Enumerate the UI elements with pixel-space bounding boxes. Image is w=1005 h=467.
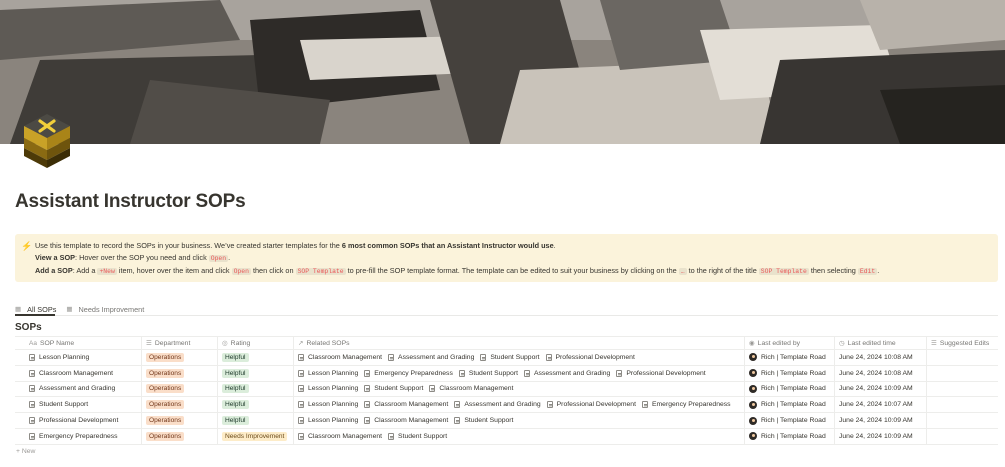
cell-edited-by — [745, 350, 835, 365]
callout-text: Use this template to record the SOPs in your business. We’ve created starter templates for the — [35, 241, 342, 250]
cell-edited-time — [835, 366, 927, 381]
cell-related-sops[interactable] — [294, 382, 745, 397]
page-icon — [388, 354, 394, 361]
sop-name: Assessment and Grading — [39, 385, 116, 393]
related-sop-link[interactable] — [454, 401, 540, 408]
active-tab-indicator — [15, 314, 55, 316]
avatar — [749, 385, 757, 393]
page-icon — [298, 370, 304, 377]
cell-related-sops[interactable] — [294, 350, 745, 365]
related-sop-link[interactable] — [642, 401, 731, 408]
related-sop-link[interactable] — [364, 401, 448, 408]
cell-rating[interactable] — [218, 429, 294, 444]
related-sop-link[interactable] — [298, 385, 358, 392]
cell-edited-time — [835, 429, 927, 444]
table-row[interactable] — [15, 413, 998, 429]
rating-tag: Helpful — [222, 384, 249, 393]
editor-name: Rich | Template Road — [761, 432, 826, 440]
cell-department[interactable] — [142, 382, 218, 397]
department-tag: Operations — [146, 400, 184, 409]
related-sop-link[interactable] — [547, 401, 636, 408]
callout-text: to pre-fill the SOP template format. The template can be edited to suit your business by clicking on the — [345, 266, 679, 275]
cell-department[interactable] — [142, 429, 218, 444]
page-icon — [29, 417, 35, 424]
related-sop-label: Classroom Management — [308, 353, 383, 361]
column-header-label: SOP Name — [39, 339, 75, 347]
page-icon — [429, 385, 435, 392]
cell-edited-by — [745, 382, 835, 397]
rating-tag: Needs Improvement — [222, 432, 287, 441]
cell-edited-by — [745, 366, 835, 381]
editor-name: Rich | Template Road — [761, 353, 826, 361]
related-sop-link[interactable] — [364, 417, 448, 424]
cell-rating[interactable] — [218, 350, 294, 365]
page-icon — [298, 385, 304, 392]
cell-related-sops[interactable] — [294, 366, 745, 381]
edited-time-value: June 24, 2024 10:09 AM — [839, 417, 913, 425]
avatar — [749, 417, 757, 425]
inline-code: Open — [210, 255, 227, 262]
related-sop-label: Assessment and Grading — [533, 369, 611, 377]
cell-edited-by — [745, 397, 835, 412]
page-icon — [29, 370, 35, 377]
related-sop-label: Assessment and Grading — [398, 353, 475, 361]
callout-bold-text: 6 most common SOPs that an Assistant Instructor would use — [341, 241, 554, 250]
related-sop-link[interactable] — [524, 370, 610, 377]
related-sop-link[interactable] — [480, 354, 539, 361]
edited-time-value: June 24, 2024 10:07 AM — [839, 401, 913, 409]
related-sop-link[interactable] — [364, 370, 453, 377]
callout-text: then selecting — [808, 266, 858, 275]
callout-text: then click on — [250, 266, 296, 275]
column-header-label: Suggested Edits — [939, 339, 990, 347]
cell-rating[interactable] — [218, 366, 294, 381]
related-sop-label: Classroom Management — [439, 385, 514, 393]
related-sop-link[interactable] — [616, 370, 705, 377]
tab-needs-improvement[interactable] — [66, 302, 144, 316]
edited-time-value: June 24, 2024 10:08 AM — [839, 353, 913, 361]
cell-rating[interactable] — [218, 413, 294, 428]
tab-label: All SOPs — [27, 304, 57, 314]
cell-edited-by — [745, 429, 835, 444]
cover-image — [0, 0, 1005, 144]
list-property-icon: ☰ — [146, 340, 152, 347]
sop-name: Professional Development — [39, 417, 119, 425]
avatar — [749, 369, 757, 377]
column-header-name[interactable] — [25, 337, 142, 349]
tabs-divider — [15, 315, 998, 316]
cell-sop-name[interactable] — [25, 350, 142, 365]
cell-sop-name[interactable] — [25, 413, 142, 428]
page-icon — [454, 417, 460, 424]
rating-tag: Helpful — [222, 400, 249, 409]
related-sop-label: Emergency Preparedness — [374, 369, 453, 377]
column-header-label: Last edited time — [847, 339, 896, 347]
column-header-label: Last edited by — [757, 339, 800, 347]
cell-edited-time — [835, 350, 927, 365]
related-sop-label: Classroom Management — [374, 401, 449, 409]
text-property-icon: Aa — [29, 339, 37, 347]
cell-suggested-edits[interactable] — [927, 382, 998, 397]
column-header-department[interactable] — [142, 337, 218, 349]
related-sop-label: Professional Development — [626, 369, 706, 377]
editor-name: Rich | Template Road — [761, 369, 826, 377]
page-icon — [29, 354, 35, 361]
cell-suggested-edits[interactable] — [927, 350, 998, 365]
department-tag: Operations — [146, 353, 184, 362]
related-sop-label: Lesson Planning — [308, 385, 359, 393]
related-sop-link[interactable] — [298, 370, 358, 377]
callout-line-view — [35, 252, 998, 265]
inline-code: SOP Template — [760, 268, 807, 275]
related-sop-link[interactable] — [298, 433, 382, 440]
callout-text: : Add a — [72, 266, 98, 275]
table-body — [15, 350, 998, 445]
sop-name: Classroom Management — [39, 369, 114, 377]
table-row[interactable] — [15, 366, 998, 382]
callout-label-view: View a SOP — [35, 253, 76, 262]
inline-code: Open — [233, 268, 249, 275]
sop-name: Emergency Preparedness — [39, 432, 118, 440]
tab-label: Needs Improvement — [78, 304, 145, 314]
related-sop-label: Assessment and Grading — [464, 401, 541, 409]
clock-property-icon: ◷ — [839, 340, 845, 347]
sop-name: Lesson Planning — [39, 353, 90, 361]
related-sop-link[interactable] — [298, 354, 382, 361]
related-sop-link[interactable] — [388, 433, 447, 440]
related-sop-label: Classroom Management — [308, 432, 383, 440]
list-property-icon: ☰ — [931, 340, 937, 347]
page-icon — [524, 370, 530, 377]
cell-suggested-edits[interactable] — [927, 366, 998, 381]
column-header-label: Related SOPs — [306, 339, 350, 347]
related-sop-label: Classroom Management — [374, 417, 449, 425]
edited-time-value: June 24, 2024 10:09 AM — [839, 385, 913, 393]
page-icon — [454, 401, 460, 408]
page-icon — [364, 417, 370, 424]
page-icon — [616, 370, 622, 377]
sops-table — [15, 336, 998, 459]
page-icon-logo — [20, 110, 74, 170]
page-icon — [364, 385, 370, 392]
editor-name: Rich | Template Road — [761, 401, 826, 409]
column-header-label: Rating — [230, 339, 251, 347]
cell-edited-time — [835, 413, 927, 428]
callout-text: to the right of the title — [686, 266, 759, 275]
inline-code: +New — [99, 268, 115, 275]
table-row[interactable] — [15, 429, 998, 445]
edited-time-value: June 24, 2024 10:08 AM — [839, 369, 913, 377]
column-header-suggested-edits[interactable] — [927, 337, 998, 349]
callout-label-add: Add a SOP — [35, 266, 73, 275]
cell-department[interactable] — [142, 350, 218, 365]
cell-department[interactable] — [142, 366, 218, 381]
related-sop-link[interactable] — [298, 401, 358, 408]
related-sop-link[interactable] — [546, 354, 635, 361]
person-property-icon: ◉ — [749, 340, 755, 347]
callout-line-add — [35, 265, 998, 278]
table-header-row — [15, 336, 998, 350]
page-icon — [388, 433, 394, 440]
related-sop-label: Lesson Planning — [308, 369, 359, 377]
column-header-rating[interactable] — [218, 337, 294, 349]
select-property-icon: ◎ — [222, 340, 228, 347]
related-sop-link[interactable] — [454, 417, 513, 424]
table-row[interactable] — [15, 350, 998, 366]
table-icon: ▦ — [66, 306, 73, 313]
cell-suggested-edits[interactable] — [927, 413, 998, 428]
related-sop-label: Professional Development — [556, 401, 636, 409]
cell-department[interactable] — [142, 397, 218, 412]
new-row-button[interactable]: + New — [16, 448, 36, 456]
page-icon — [480, 354, 486, 361]
table-row[interactable] — [15, 382, 998, 398]
cell-edited-time — [835, 382, 927, 397]
callout-text: . — [877, 266, 880, 275]
column-header-edited-by[interactable] — [745, 337, 835, 349]
related-sop-link[interactable] — [459, 370, 518, 377]
editor-name: Rich | Template Road — [761, 385, 826, 393]
related-sop-label: Lesson Planning — [308, 401, 359, 409]
page-icon — [546, 354, 552, 361]
callout-line-intro — [35, 240, 998, 252]
page-title: Assistant Instructor SOPs — [15, 191, 246, 212]
cell-department[interactable] — [142, 413, 218, 428]
department-tag: Operations — [146, 384, 184, 393]
callout-text: : Hover over the SOP you need and click — [75, 253, 209, 262]
related-sop-label: Student Support — [374, 385, 424, 393]
callout-text: . — [553, 241, 556, 250]
page-icon — [29, 385, 35, 392]
related-sop-link[interactable] — [388, 354, 474, 361]
department-tag: Operations — [146, 369, 184, 378]
lightning-bolt-icon: ⚡ — [21, 241, 33, 251]
callout-text: . — [228, 253, 231, 262]
related-sop-link[interactable] — [429, 385, 513, 392]
editor-name: Rich | Template Road — [761, 417, 826, 425]
column-header-label: Department — [154, 339, 191, 347]
avatar — [749, 432, 757, 440]
page-icon — [459, 370, 465, 377]
related-sop-label: Emergency Preparedness — [651, 401, 731, 409]
department-tag: Operations — [146, 432, 184, 441]
table-row[interactable] — [15, 397, 998, 413]
inline-code: Edit — [859, 268, 876, 275]
instructions-callout — [15, 234, 998, 282]
page-icon — [364, 401, 370, 408]
relation-property-icon: ↗ — [298, 340, 304, 347]
cell-sop-name[interactable] — [25, 397, 142, 412]
page-icon — [298, 433, 304, 440]
edited-time-value: June 24, 2024 10:09 AM — [839, 432, 913, 440]
related-sop-label: Student Support — [490, 353, 540, 361]
page-icon — [29, 401, 35, 408]
related-sop-label: Student Support — [464, 417, 514, 425]
avatar — [749, 353, 757, 361]
page-icon — [298, 417, 304, 424]
related-sop-label: Lesson Planning — [308, 417, 359, 425]
page-icon — [298, 354, 304, 361]
page-icon — [364, 370, 370, 377]
cell-sop-name[interactable] — [25, 429, 142, 444]
sop-name: Student Support — [39, 401, 89, 409]
cell-suggested-edits[interactable] — [927, 429, 998, 444]
cell-related-sops[interactable] — [294, 413, 745, 428]
column-header-related[interactable] — [294, 337, 745, 349]
page-icon — [642, 401, 648, 408]
rating-tag: Helpful — [222, 369, 249, 378]
cell-sop-name[interactable] — [25, 366, 142, 381]
related-sop-label: Student Support — [468, 369, 518, 377]
cell-edited-by — [745, 413, 835, 428]
department-tag: Operations — [146, 416, 184, 425]
cell-related-sops[interactable] — [294, 429, 745, 444]
cell-edited-time — [835, 397, 927, 412]
page-icon — [29, 433, 35, 440]
page-icon — [547, 401, 553, 408]
page-icon — [298, 401, 304, 408]
related-sop-label: Professional Development — [555, 353, 635, 361]
cell-related-sops[interactable] — [294, 397, 745, 412]
related-sop-link[interactable] — [364, 385, 423, 392]
cell-suggested-edits[interactable] — [927, 397, 998, 412]
callout-text: item, hover over the item and click — [116, 266, 232, 275]
table-icon: ▦ — [15, 306, 22, 313]
cell-sop-name[interactable] — [25, 382, 142, 397]
cell-rating[interactable] — [218, 397, 294, 412]
avatar — [749, 401, 757, 409]
database-title[interactable]: SOPs — [15, 322, 42, 333]
related-sop-link[interactable] — [298, 417, 358, 424]
related-sop-label: Student Support — [398, 432, 448, 440]
rating-tag: Helpful — [222, 353, 249, 362]
column-header-edited-time[interactable] — [835, 337, 927, 349]
cell-rating[interactable] — [218, 382, 294, 397]
inline-code: … — [680, 268, 685, 275]
rating-tag: Helpful — [222, 416, 249, 425]
inline-code: SOP Template — [297, 268, 344, 275]
